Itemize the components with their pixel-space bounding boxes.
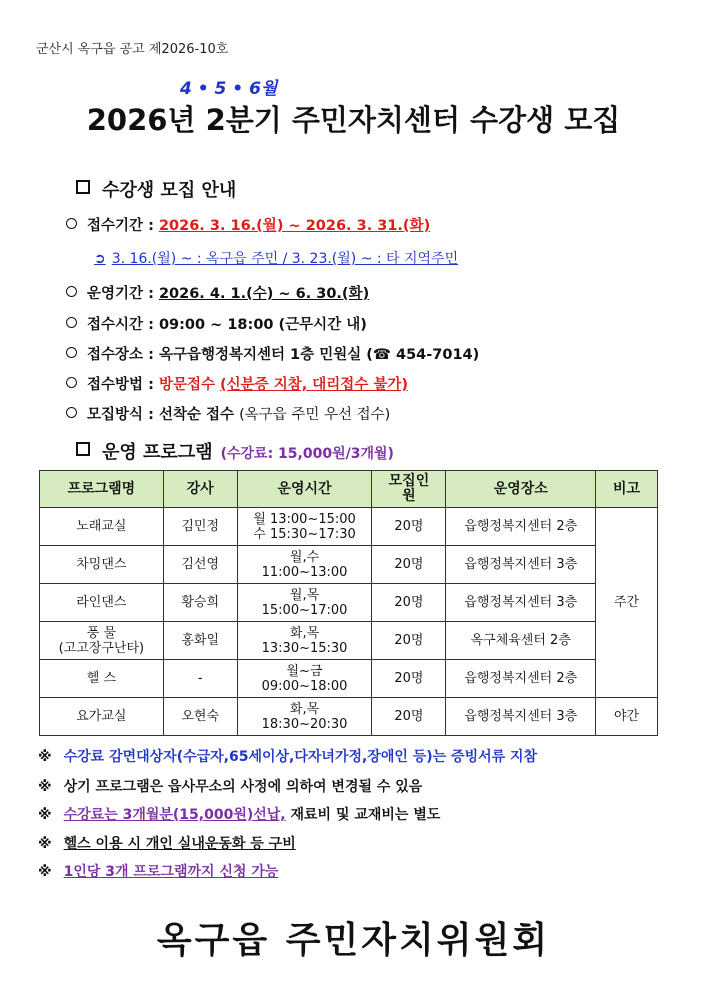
circle-bullet-icon	[66, 317, 77, 328]
section-programs	[76, 438, 394, 464]
cell-teacher: 김선영	[163, 546, 237, 584]
square-bullet-icon	[76, 442, 90, 456]
col-header: 비고	[596, 471, 658, 508]
cell-note: 야간	[596, 698, 658, 736]
notice-number: 군산시 옥구읍 공고 제2026-10호	[36, 42, 229, 57]
circle-bullet-icon	[66, 377, 77, 388]
col-header: 운영장소	[446, 471, 596, 508]
fee-note: (수강료: 15,000원/3개월)	[220, 446, 394, 462]
note-text: 재료비 및 교재비는 별도	[290, 807, 441, 823]
note-text: 수강료는 3개월분(15,000원)선납,	[63, 807, 286, 823]
table-row	[40, 622, 658, 660]
cell-teacher: 황승희	[163, 584, 237, 622]
info-value: 09:00 ~ 18:00 (근무시간 내)	[158, 317, 367, 333]
cell-count: 20명	[372, 584, 446, 622]
table-row	[40, 698, 658, 736]
time-line: 18:30~20:30	[261, 716, 348, 732]
table-header-row	[40, 471, 658, 508]
time-line: 월~금	[286, 663, 323, 679]
col-header: 프로그램명	[40, 471, 164, 508]
info-label: 접수기간 :	[87, 218, 154, 234]
info-label: 운영기간 :	[87, 286, 154, 302]
col-header: 모집인원	[372, 471, 446, 508]
note-mark: ※	[38, 864, 52, 880]
info-label: 접수방법 :	[87, 377, 154, 393]
circle-bullet-icon	[66, 347, 77, 358]
cell-place: 읍행정복지센터 2층	[446, 508, 596, 546]
info-value: 2026. 4. 1.(수) ~ 6. 30.(화)	[158, 286, 370, 302]
note-5	[38, 861, 278, 881]
cell-time	[237, 660, 372, 698]
program-line: (고고장구난타)	[58, 640, 145, 656]
note-text: 상기 프로그램은 읍사무소의 사정에 의하여 변경될 수 있음	[63, 779, 423, 795]
time-line: 11:00~13:00	[261, 564, 348, 580]
page-title: 2026년 2분기 주민자치센터 수강생 모집	[86, 103, 621, 137]
time-line: 09:00~18:00	[261, 678, 348, 694]
time-line: 수 15:30~17:30	[253, 526, 356, 542]
square-bullet-icon	[76, 180, 90, 194]
note-mark: ※	[38, 779, 52, 795]
arrow-icon: ➲	[94, 251, 106, 267]
info-label: 접수시간 :	[87, 317, 154, 333]
info-value: 선착순 접수	[158, 407, 235, 423]
cell-program	[40, 622, 164, 660]
info-value-extra: (신분증 지참, 대리접수 불가)	[220, 377, 409, 393]
cell-time	[237, 508, 372, 546]
info-operation	[66, 282, 369, 303]
info-method	[66, 373, 408, 394]
cell-count: 20명	[372, 698, 446, 736]
time-line: 15:00~17:00	[261, 602, 348, 618]
cell-place: 옥구체육센터 2층	[446, 622, 596, 660]
cell-count: 20명	[372, 622, 446, 660]
col-header: 강사	[163, 471, 237, 508]
col-header: 운영시간	[237, 471, 372, 508]
time-line: 화,목	[289, 625, 320, 641]
cell-time	[237, 622, 372, 660]
note-3	[38, 804, 440, 824]
info-value: 2026. 3. 16.(월) ~ 2026. 3. 31.(화)	[158, 218, 431, 234]
note-2	[38, 776, 422, 796]
cell-count: 20명	[372, 660, 446, 698]
note-1	[38, 746, 537, 766]
info-hours	[66, 313, 367, 334]
section-title: 수강생 모집 안내	[102, 180, 237, 201]
cell-note: 주간	[596, 508, 658, 698]
cell-program: 라인댄스	[40, 584, 164, 622]
info-value-extra: (옥구읍 주민 우선 접수)	[239, 407, 391, 423]
time-line: 화,목	[289, 701, 320, 717]
cell-time	[237, 698, 372, 736]
time-line: 13:30~15:30	[261, 640, 348, 656]
cell-program: 요가교실	[40, 698, 164, 736]
info-label: 모집방식 :	[87, 407, 154, 423]
note-4	[38, 833, 296, 853]
cell-time	[237, 546, 372, 584]
table-row	[40, 508, 658, 546]
note-mark: ※	[38, 836, 52, 852]
info-period	[66, 214, 430, 235]
time-line: 월,수	[289, 549, 320, 565]
sub-note	[94, 248, 458, 268]
section-recruit-guide	[76, 176, 236, 202]
sub-note-text: 3. 16.(월) ~ : 옥구읍 주민 / 3. 23.(월) ~ : 타 지역주민	[111, 251, 459, 267]
time-line: 월,목	[289, 587, 320, 603]
cell-count: 20명	[372, 546, 446, 584]
cell-program: 헬 스	[40, 660, 164, 698]
table-row	[40, 546, 658, 584]
cell-time	[237, 584, 372, 622]
cell-place: 읍행정복지센터 3층	[446, 584, 596, 622]
time-line: 월 13:00~15:00	[253, 511, 356, 527]
cell-place: 읍행정복지센터 2층	[446, 660, 596, 698]
program-table	[39, 470, 658, 736]
note-mark: ※	[38, 749, 52, 765]
footer-organization: 옥구읍 주민자치위원회	[156, 920, 551, 961]
cell-count: 20명	[372, 508, 446, 546]
months-label: 4 • 5 • 6월	[180, 79, 278, 99]
info-label: 접수장소 :	[87, 347, 154, 363]
cell-teacher: 오현숙	[163, 698, 237, 736]
note-text: 1인당 3개 프로그램까지 신청 가능	[63, 864, 279, 880]
cell-program: 노래교실	[40, 508, 164, 546]
section-title: 운영 프로그램	[102, 442, 213, 463]
note-text: 수강료 감면대상자(수급자,65세이상,다자녀가정,장애인 등)는 증빙서류 지참	[63, 749, 538, 765]
table-row	[40, 584, 658, 622]
circle-bullet-icon	[66, 286, 77, 297]
cell-place: 읍행정복지센터 3층	[446, 698, 596, 736]
info-value: 방문접수	[158, 377, 215, 393]
program-line: 풍 물	[86, 625, 116, 641]
table-row	[40, 660, 658, 698]
note-mark: ※	[38, 807, 52, 823]
circle-bullet-icon	[66, 218, 77, 229]
cell-place: 읍행정복지센터 3층	[446, 546, 596, 584]
cell-teacher: 홍화일	[163, 622, 237, 660]
info-value: 옥구읍행정복지센터 1층 민원실 (☎ 454-7014)	[158, 347, 480, 363]
cell-teacher: -	[163, 660, 237, 698]
cell-teacher: 김민정	[163, 508, 237, 546]
cell-program: 차밍댄스	[40, 546, 164, 584]
note-text: 헬스 이용 시 개인 실내운동화 등 구비	[63, 836, 296, 852]
circle-bullet-icon	[66, 407, 77, 418]
info-selection	[66, 403, 390, 424]
info-place	[66, 343, 479, 364]
